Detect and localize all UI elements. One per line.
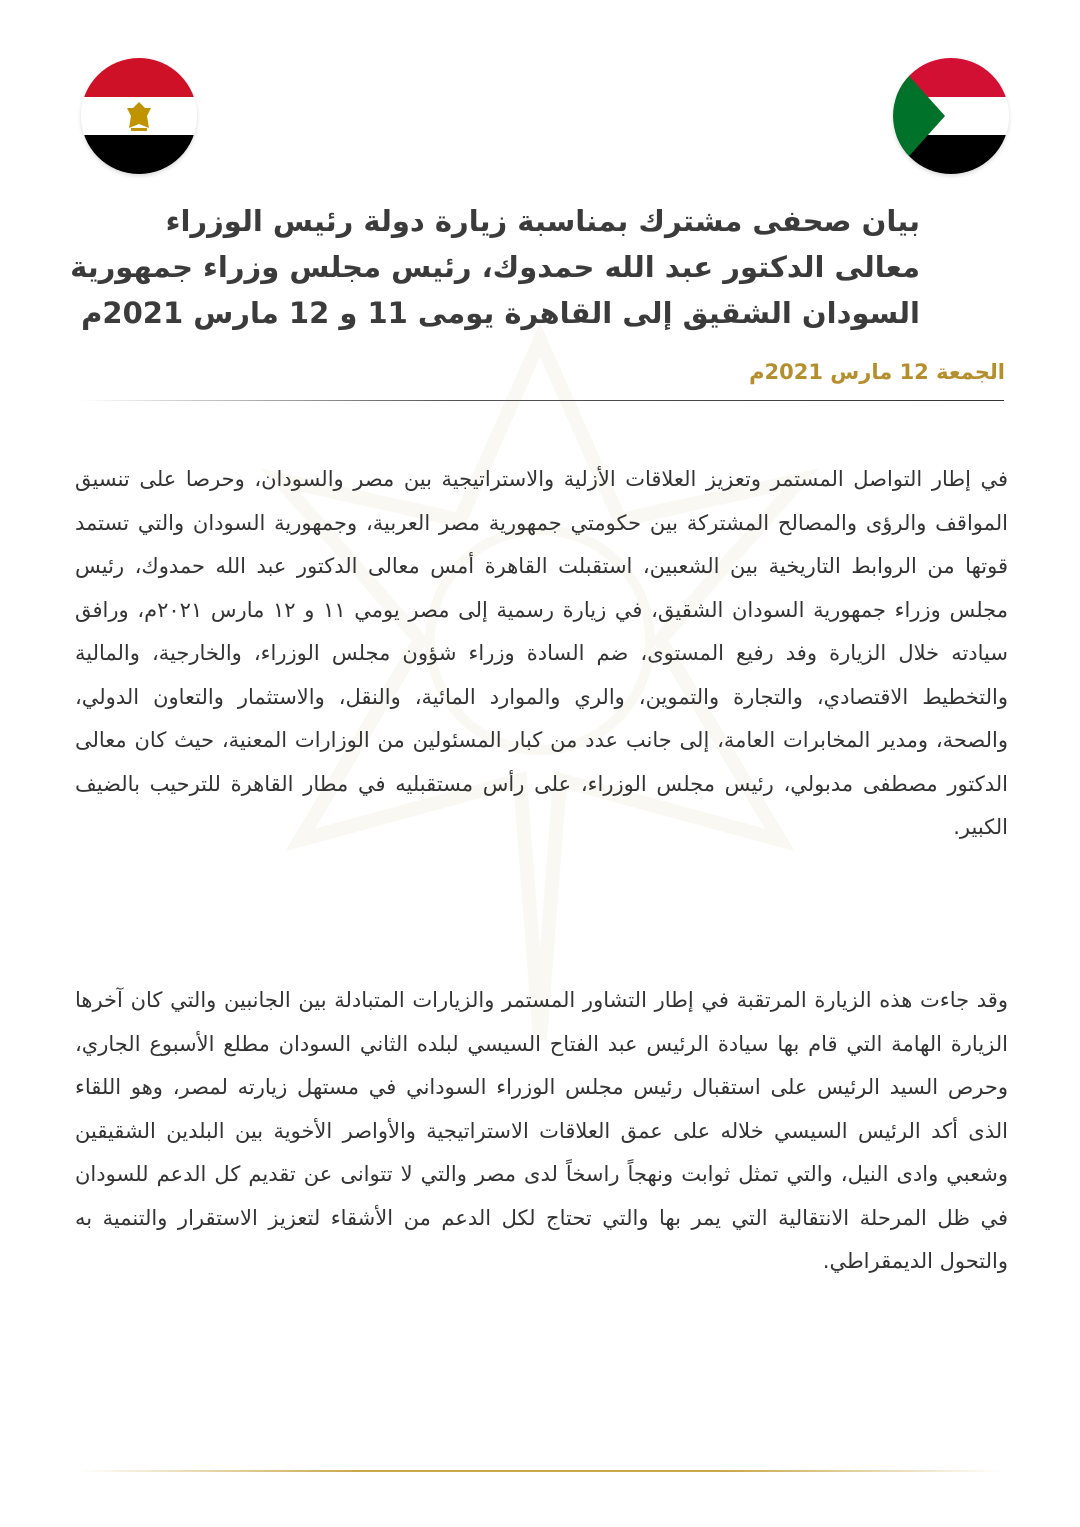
- title-line: معالى الدكتور عبد الله حمدوك، رئيس مجلس وزراء جمهورية: [70, 250, 920, 284]
- paragraph-2: وقد جاءت هذه الزيارة المرتقبة في إطار التشاور المستمر والزيارات المتبادلة بين الجانبين والتي كان آخرها الزيارة الهامة التي قام بها سيادة الرئيس عبد الفتاح السيسي لبلده الثاني السودان مطلع الأسبوع الجاري، وحرص السيد الرئيس على استقبال رئيس مجلس الوزراء السوداني في مستهل زيارته لمصر، وهو اللقاء الذى أكد الرئيس السيسي خلاله على عمق العلاقات الاستراتيجية والأواصر الأخوية بين البلدين الشقيقين وشعبي وادى النيل، والتي تمثل ثوابت ونهجاً راسخاً لدى مصر والتي لا تتوانى عن تقديم كل الدعم للسودان في ظل المرحلة الانتقالية التي يمر بها والتي تحتاج لكل الدعم من الأشقاء لتعزيز الاستقرار والتنمية به والتحول الديمقراطي.: [75, 988, 1008, 1273]
- statement-title: [70, 198, 920, 336]
- title-line: بيان صحفى مشترك بمناسبة زيارة دولة رئيس الوزراء: [165, 204, 920, 238]
- sudan-flag-icon: [893, 58, 1009, 174]
- statement-date: الجمعة 12 مارس 2021م: [749, 360, 1005, 384]
- paragraph-1: في إطار التواصل المستمر وتعزيز العلاقات الأزلية والاستراتيجية بين مصر والسودان، وحرصا على تنسيق المواقف والرؤى والمصالح المشتركة بين حكومتي جمهورية مصر العربية، وجمهورية السودان والتي تستمد قوتها من الروابط التاريخية بين الشعبين، استقبلت القاهرة أمس معالى الدكتور عبد الله حمدوك، رئيس مجلس وزراء جمهورية السودان الشقيق، في زيارة رسمية إلى مصر يومي ١١ و ١٢ مارس ٢٠٢١م، ورافق سيادته خلال الزيارة وفد رفيع المستوى، ضم السادة وزراء شؤون مجلس الوزراء، والخارجية، والمالية والتخطيط الاقتصادي، والتجارة والتموين، والري والموارد المائية، والنقل، والاستثمار والتعاون الدولي، والصحة، ومدير المخابرات العامة، إلى جانب عدد من كبار المسئولين من الوزارات المعنية، حيث كان معالى الدكتور مصطفى مدبولي، رئيس مجلس الوزراء، على رأس مستقبليه في مطار القاهرة للترحيب بالضيف الكبير.: [75, 467, 1008, 839]
- bottom-divider: [78, 1470, 1004, 1472]
- top-divider: [78, 400, 1004, 401]
- title-line: السودان الشقيق إلى القاهرة يومى 11 و 12 مارس 2021م: [81, 296, 920, 330]
- egypt-flag-icon: [81, 58, 197, 174]
